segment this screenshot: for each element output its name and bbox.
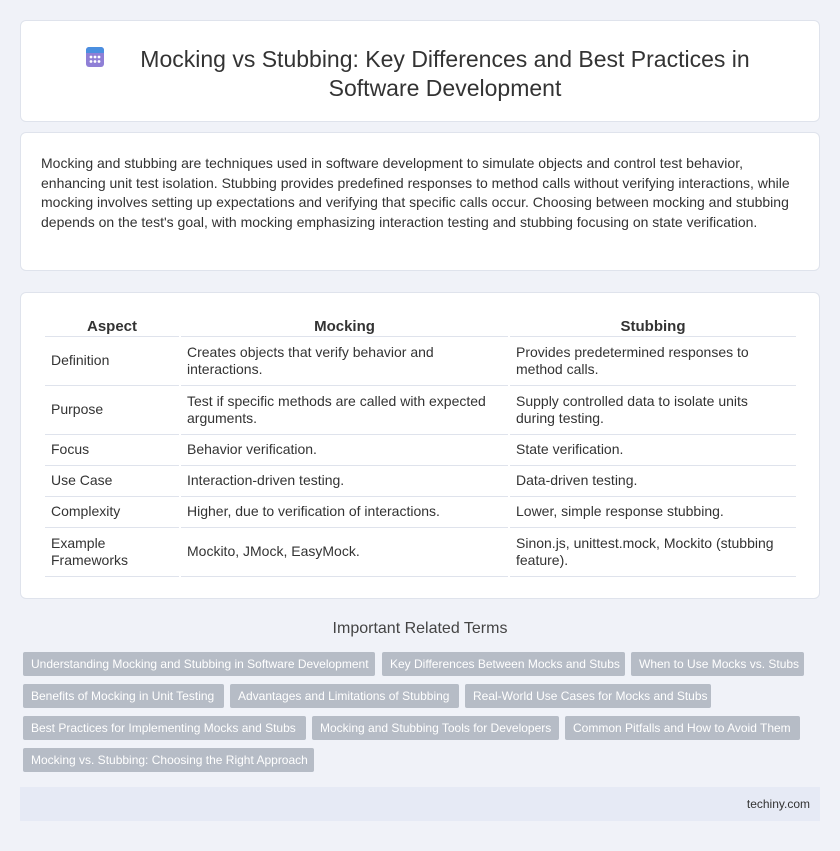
column-header-aspect: Aspect: [45, 315, 179, 337]
table-cell: Mockito, JMock, EasyMock.: [181, 528, 508, 577]
table-row: [45, 497, 796, 528]
table-row: [45, 337, 796, 386]
related-term-tag[interactable]: Advantages and Limitations of Stubbing: [230, 684, 459, 708]
intro-card: [20, 132, 820, 271]
table-cell: Purpose: [45, 386, 179, 435]
column-header-mocking: Mocking: [181, 315, 508, 337]
table-cell: Sinon.js, unittest.mock, Mockito (stubbing feature).: [510, 528, 796, 577]
table-cell: Interaction-driven testing.: [181, 466, 508, 497]
related-term-tag[interactable]: Key Differences Between Mocks and Stubs: [382, 652, 625, 676]
related-terms-title: Important Related Terms: [332, 620, 508, 637]
footer-site-link[interactable]: techiny.com: [746, 797, 810, 811]
table-cell: Supply controlled data to isolate units during testing.: [510, 386, 796, 435]
page-title: Mocking vs Stubbing: Key Differences and Best Practices in Software Development: [140, 46, 750, 101]
table-cell: Provides predetermined responses to method calls.: [510, 337, 796, 386]
column-header-stubbing: Stubbing: [510, 315, 796, 337]
related-term-tag[interactable]: Mocking and Stubbing Tools for Developers: [312, 716, 559, 740]
table-cell: Creates objects that verify behavior and interactions.: [181, 337, 508, 386]
related-term-tag[interactable]: Understanding Mocking and Stubbing in Software Development: [23, 652, 375, 676]
intro-paragraph: Mocking and stubbing are techniques used in software development to simulate objects and control test behavior, enhancing unit test isolation. Stubbing provides predefined responses to method calls without verifying interactions, while mocking involves setting up expectations and verifying that specific calls occur. Choosing between mocking and stubbing depends on the test's goal, with mocking emphasizing interaction testing and stubbing focusing on state verification.: [41, 155, 790, 230]
table-cell: Focus: [45, 435, 179, 466]
table-cell: Lower, simple response stubbing.: [510, 497, 796, 528]
table-cell: Example Frameworks: [45, 528, 179, 577]
comparison-table-card: [20, 292, 820, 599]
table-cell: Higher, due to verification of interactions.: [181, 497, 508, 528]
footer: [20, 787, 820, 821]
table-cell: Data-driven testing.: [510, 466, 796, 497]
related-term-tag[interactable]: Mocking vs. Stubbing: Choosing the Right Approach: [23, 748, 314, 772]
related-term-tag[interactable]: When to Use Mocks vs. Stubs: [631, 652, 804, 676]
related-term-tag[interactable]: Common Pitfalls and How to Avoid Them: [565, 716, 800, 740]
table-cell: Use Case: [45, 466, 179, 497]
comparison-table: [43, 315, 798, 577]
table-cell: Complexity: [45, 497, 179, 528]
related-term-tag[interactable]: Benefits of Mocking in Unit Testing: [23, 684, 224, 708]
table-row: [45, 528, 796, 577]
table-row: [45, 466, 796, 497]
table-row: [45, 435, 796, 466]
related-term-tag[interactable]: Real-World Use Cases for Mocks and Stubs: [465, 684, 711, 708]
table-cell: State verification.: [510, 435, 796, 466]
related-term-tag[interactable]: Best Practices for Implementing Mocks and Stubs: [23, 716, 306, 740]
header-card: [20, 20, 820, 122]
table-cell: Behavior verification.: [181, 435, 508, 466]
table-header-row: [45, 315, 796, 337]
table-cell: Test if specific methods are called with expected arguments.: [181, 386, 508, 435]
table-row: [45, 386, 796, 435]
table-cell: Definition: [45, 337, 179, 386]
